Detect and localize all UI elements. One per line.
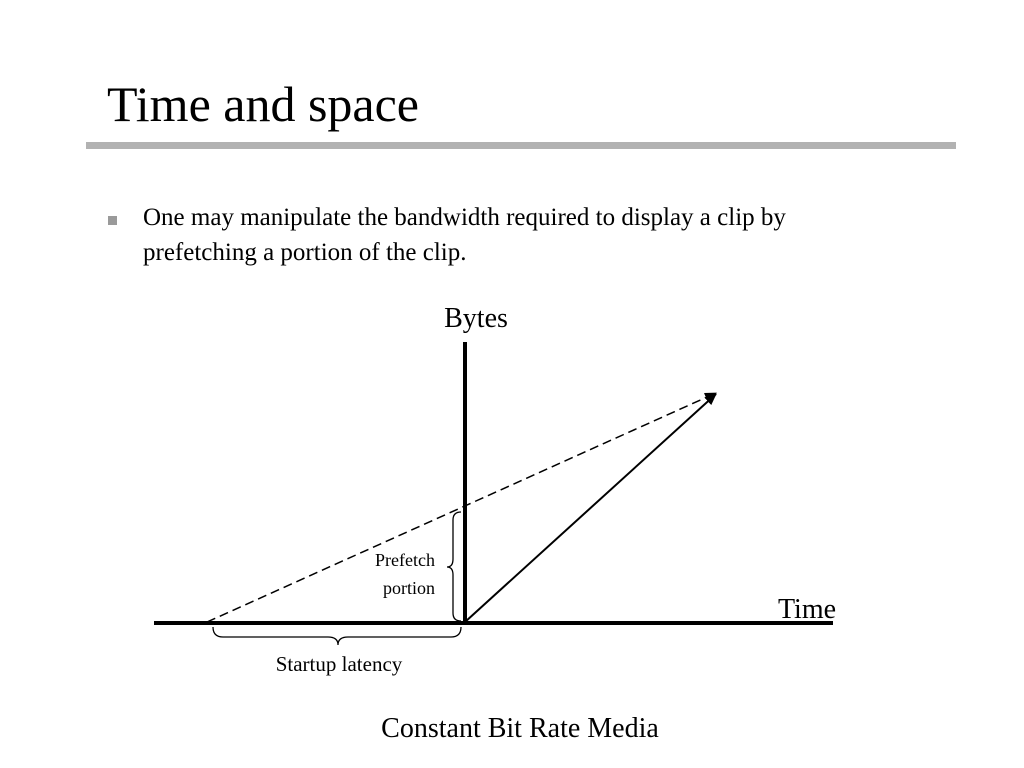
slide-title: Time and space (107, 76, 419, 132)
startup-latency-brace (213, 627, 461, 645)
diagram-caption: Constant Bit Rate Media (381, 713, 659, 744)
prefetch-brace (447, 512, 461, 621)
prefetch-label-line1: Prefetch (375, 550, 435, 570)
consumption-rate-arrow (465, 394, 716, 622)
y-axis-label: Bytes (444, 303, 508, 334)
delivery-rate-dashed-arrow (207, 393, 716, 622)
prefetch-label-line2: portion (383, 578, 435, 598)
x-axis-label: Time (777, 594, 837, 625)
bullet-text: One may manipulate the bandwidth required to display a clip by prefetching a portion of the clip. (143, 204, 786, 266)
startup-latency-label: Startup latency (275, 652, 403, 676)
